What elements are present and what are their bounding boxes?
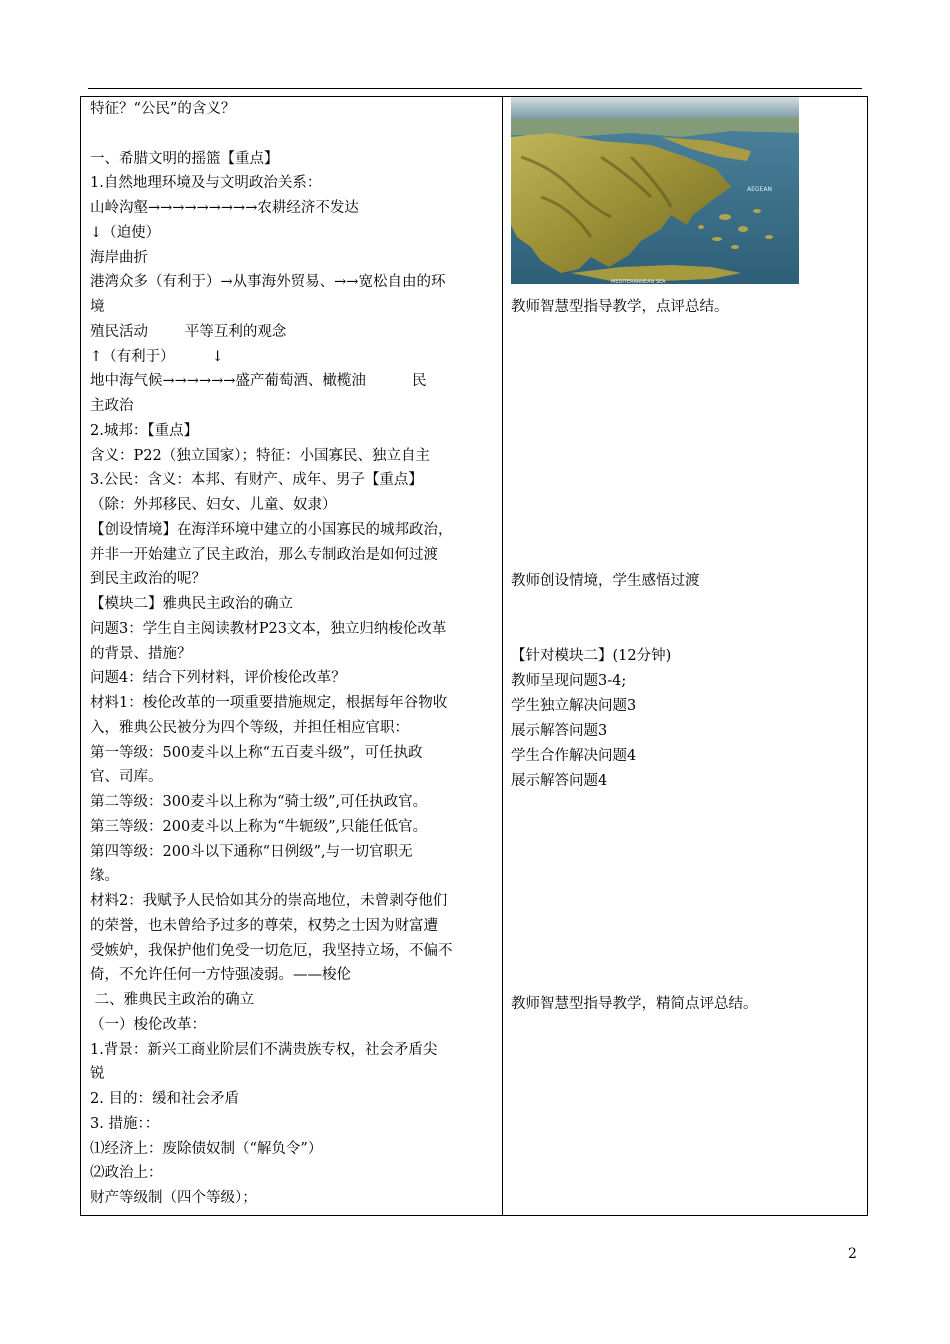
left-text-line: 受嫉妒，我保护他们免受一切危厄，我坚持立场，不偏不 [90, 942, 453, 959]
left-text-line: ↑（有利于） ↓ [90, 348, 224, 365]
teacher-note-situation: 教师创设情境，学生感悟过渡 [511, 573, 700, 589]
left-text-line: 材料2：我赋予人民恰如其分的崇高地位，未曾剥夺他们 [90, 893, 448, 909]
left-text-line: 【模块二】雅典民主政治的确立 [90, 596, 293, 612]
teacher-note-concise: 教师智慧型指导教学，精简点评总结。 [511, 996, 758, 1012]
page-number: 2 [848, 1246, 857, 1262]
left-text-line: 第三等级：200麦斗以上称为“牛轭级”,只能任低官。 [90, 818, 428, 835]
left-text-line: 主政治 [90, 398, 134, 414]
left-text-line: ↓（迫使） [90, 224, 161, 241]
left-text-line: 问题3：学生自主阅读教材P23文本，独立归纳梭伦改革 [90, 620, 447, 637]
module2-line-6: 展示解答问题4 [511, 773, 608, 789]
module2-line-2: 教师呈现问题3-4; [511, 673, 627, 689]
left-text-line: 山岭沟壑→→→→→→→→→农耕经济不发达 [90, 200, 359, 216]
left-text-line: 地中海气候→→→→→→盛产葡萄酒、橄榄油 民 [90, 373, 427, 390]
left-text-line: 1.背景：新兴工商业阶层们不满贵族专权，社会矛盾尖 [90, 1041, 438, 1058]
left-text-line: 1.自然地理环境及与文明政治关系： [90, 175, 322, 192]
module2-line-1: 【针对模块二】(12分钟) [511, 648, 672, 664]
left-text-line: 缘。 [90, 868, 119, 885]
left-text-line: 2. 目的：缓和社会矛盾 [90, 1091, 239, 1107]
left-text-line: （一）梭伦改革： [90, 1016, 206, 1033]
left-text-line: 问题4：结合下列材料，评价梭伦改革？ [90, 670, 346, 687]
left-text-line: 第二等级：300麦斗以上称为“骑士级”,可任执政官。 [90, 794, 428, 810]
left-text-line: 锐 [90, 1066, 105, 1083]
left-text-line: 的荣誉，也未曾给予过多的尊荣，权势之士因为财富遭 [90, 917, 438, 934]
module2-line-3: 学生独立解决问题3 [511, 698, 637, 714]
left-text-line: 财产等级制（四个等级）； [90, 1190, 257, 1206]
left-text-line: 并非一开始建立了民主政治，那么专制政治是如何过渡 [90, 546, 438, 563]
left-text-line: 境 [90, 299, 105, 315]
teacher-note-summary: 教师智慧型指导教学，点评总结。 [511, 299, 729, 315]
left-text-line: 3. 措施：： [90, 1115, 160, 1132]
lesson-table [80, 96, 868, 1216]
left-text-line: 入，雅典公民被分为四个等级，并担任相应官职： [90, 719, 409, 736]
left-text-line: 第一等级：500麦斗以上称“五百麦斗级”，可任执政 [90, 744, 423, 761]
left-text-line: 二、雅典民主政治的确立 [90, 992, 255, 1008]
left-column-content [90, 97, 498, 1211]
column-divider [502, 97, 503, 1215]
left-text-line: 海岸曲折 [90, 249, 148, 266]
left-text-line: 倚，不允许任何一方恃强凌弱。——梭伦 [90, 967, 351, 984]
left-text-line: 官、司库。 [90, 769, 163, 786]
left-text-line: ⑵政治上： [90, 1165, 163, 1182]
map-label-mediterranean: MEDITERRANEAN SEA [611, 279, 666, 284]
greece-relief-map [511, 97, 799, 284]
header-rule [88, 88, 862, 89]
module2-line-4: 展示解答问题3 [511, 723, 608, 739]
left-text-line: （除：外邦移民、妇女、儿童、奴隶） [90, 497, 337, 513]
left-text-line: 3.公民：含义：本邦、有财产、成年、男子【重点】 [90, 472, 423, 489]
left-text-line: 第四等级：200斗以下通称“日例级”,与一切官职无 [90, 843, 413, 860]
left-text-line [90, 122, 498, 147]
left-text-line: 殖民活动 平等互利的观念 [90, 323, 287, 340]
left-text-line: 港湾众多（有利于）→从事海外贸易、→→宽松自由的环 [90, 274, 446, 291]
map-sky [511, 97, 799, 119]
left-text-line: 的背景、措施？ [90, 645, 192, 662]
left-text-line: 含义：P22（独立国家）；特征：小国寡民、独立自主 [90, 447, 430, 464]
left-text-line: ⑴经济上：废除债奴制（“解负令”） [90, 1140, 323, 1157]
left-text-line: 一、希腊文明的摇篮【重点】 [90, 150, 279, 167]
left-text-line: 材料1：梭伦改革的一项重要措施规定，根据每年谷物收 [90, 695, 448, 711]
left-text-line: 特征？“公民”的含义？ [90, 101, 236, 117]
left-text-line: 2.城邦：【重点】 [90, 422, 199, 439]
map-label-aegean: AEGEAN [747, 186, 772, 193]
module2-line-5: 学生合作解决问题4 [511, 748, 637, 764]
left-text-line: 【创设情境】在海洋环境中建立的小国寡民的城邦政治， [90, 521, 453, 538]
left-text-line: 到民主政治的呢？ [90, 571, 206, 588]
greece-relief-map-svg [511, 97, 799, 284]
